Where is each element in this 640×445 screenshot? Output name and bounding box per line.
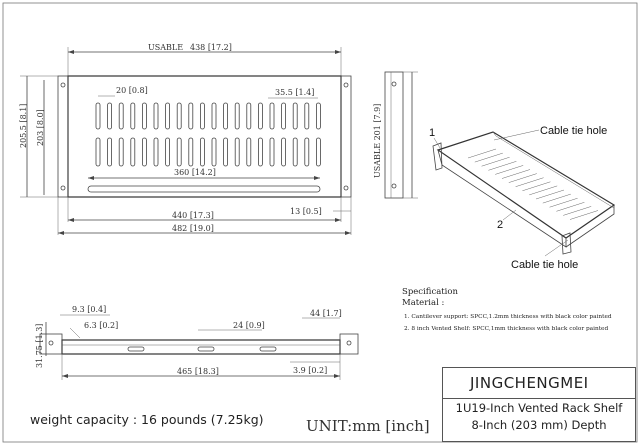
- vent-slot: [224, 138, 228, 166]
- vent-slot: [142, 103, 146, 129]
- vent-slot: [282, 138, 286, 166]
- vent-slot: [270, 103, 274, 129]
- spec-line-1: 1. Cantilever support: SPCC,1.2mm thickness with black color painted: [404, 314, 612, 320]
- bottom-view: [35, 305, 358, 380]
- specification-block: [402, 287, 612, 332]
- vent-slot: [270, 138, 274, 166]
- vent-slot: [224, 103, 228, 129]
- vent-slot: [293, 138, 297, 166]
- product-title-line1: 1U19-Inch Vented Rack Shelf: [455, 401, 623, 415]
- vent-slot: [119, 103, 123, 129]
- slot-span-dim: 360 [14.2]: [174, 168, 216, 177]
- vent-slot: [305, 138, 309, 166]
- vent-slot: [166, 103, 170, 129]
- bottom-length-dim: 465 [18.3]: [177, 367, 219, 376]
- bottom-offset-a-dim: 9.3 [0.4]: [72, 305, 107, 314]
- vent-slot: [212, 138, 216, 166]
- vent-slot: [189, 138, 193, 166]
- vent-slot: [200, 138, 204, 166]
- callout-1: 1: [429, 127, 436, 139]
- vent-slot: [258, 138, 262, 166]
- vent-slot: [108, 103, 112, 129]
- vent-slot: [166, 138, 170, 166]
- vent-slot: [235, 103, 239, 129]
- spec-material: Material :: [402, 298, 445, 308]
- bottom-height-dim: 31.75 [1.3]: [35, 323, 44, 368]
- front-view: [19, 43, 351, 235]
- vent-slot: [200, 103, 204, 129]
- side-view: [373, 72, 418, 198]
- vent-slot: [96, 103, 100, 129]
- vent-slot: [316, 103, 320, 129]
- cable-tie-bottom-label: Cable tie hole: [511, 259, 579, 271]
- outer-width-dim: 482 [19.0]: [172, 224, 214, 233]
- vent-slot: [247, 138, 251, 166]
- callout-2: 2: [497, 219, 504, 231]
- vent-slot: [154, 138, 158, 166]
- product-title-line2: 8-Inch (203 mm) Depth: [471, 418, 607, 432]
- vent-slot: [177, 138, 181, 166]
- vent-slot: [119, 138, 123, 166]
- weight-capacity: weight capacity : 16 pounds (7.25kg): [30, 412, 264, 427]
- brand-name: JINGCHENGMEI: [470, 374, 589, 392]
- vent-slot: [108, 138, 112, 166]
- inner-width-dim: 440 [17.3]: [172, 211, 214, 220]
- bottom-slot-width-dim: 24 [0.9]: [233, 321, 265, 330]
- ear-gap-dim: 13 [0.5]: [290, 207, 322, 216]
- vent-slot: [212, 103, 216, 129]
- vent-slot: [316, 138, 320, 166]
- vent-slot: [282, 103, 286, 129]
- vent-slot: [305, 103, 309, 129]
- vent-slot: [235, 138, 239, 166]
- vent-slot: [293, 103, 297, 129]
- vent-slot: [189, 103, 193, 129]
- vent-slot: [177, 103, 181, 129]
- spec-line-2: 2. 8 inch Vented Shelf: SPCC,1mm thickness with black color painted: [404, 326, 609, 332]
- bottom-edge-width-dim: 44 [1.7]: [310, 309, 342, 318]
- vent-slot: [131, 138, 135, 166]
- vent-slots-front: [96, 103, 320, 166]
- vent-slot: [142, 138, 146, 166]
- vent-slot: [131, 103, 135, 129]
- usable-width-dim: 438 [17.2]: [190, 43, 232, 52]
- title-block-divider: [442, 398, 636, 399]
- slot-pitch-dim: 20 [0.8]: [116, 86, 148, 95]
- bottom-offset-b-dim: 6.3 [0.2]: [84, 321, 119, 330]
- height-inner-dim: 203 [8.0]: [36, 109, 45, 146]
- spec-heading: Specification: [402, 287, 458, 297]
- cable-tie-top-label: Cable tie hole: [540, 125, 608, 137]
- vent-slot: [258, 103, 262, 129]
- usable-width-label: USABLE: [148, 43, 184, 52]
- vent-slot: [247, 103, 251, 129]
- unit-label: UNIT:mm [inch]: [306, 417, 430, 435]
- usable-depth-dim: USABLE 201 [7.9]: [373, 103, 382, 178]
- vent-slot: [154, 103, 158, 129]
- isometric-view: [429, 125, 614, 271]
- vent-slot: [96, 138, 100, 166]
- slot-width-dim: 35.5 [1.4]: [275, 88, 315, 97]
- height-outer-dim: 205.5 [8.1]: [19, 103, 28, 148]
- bottom-flange-dim: 3.9 [0.2]: [293, 366, 328, 375]
